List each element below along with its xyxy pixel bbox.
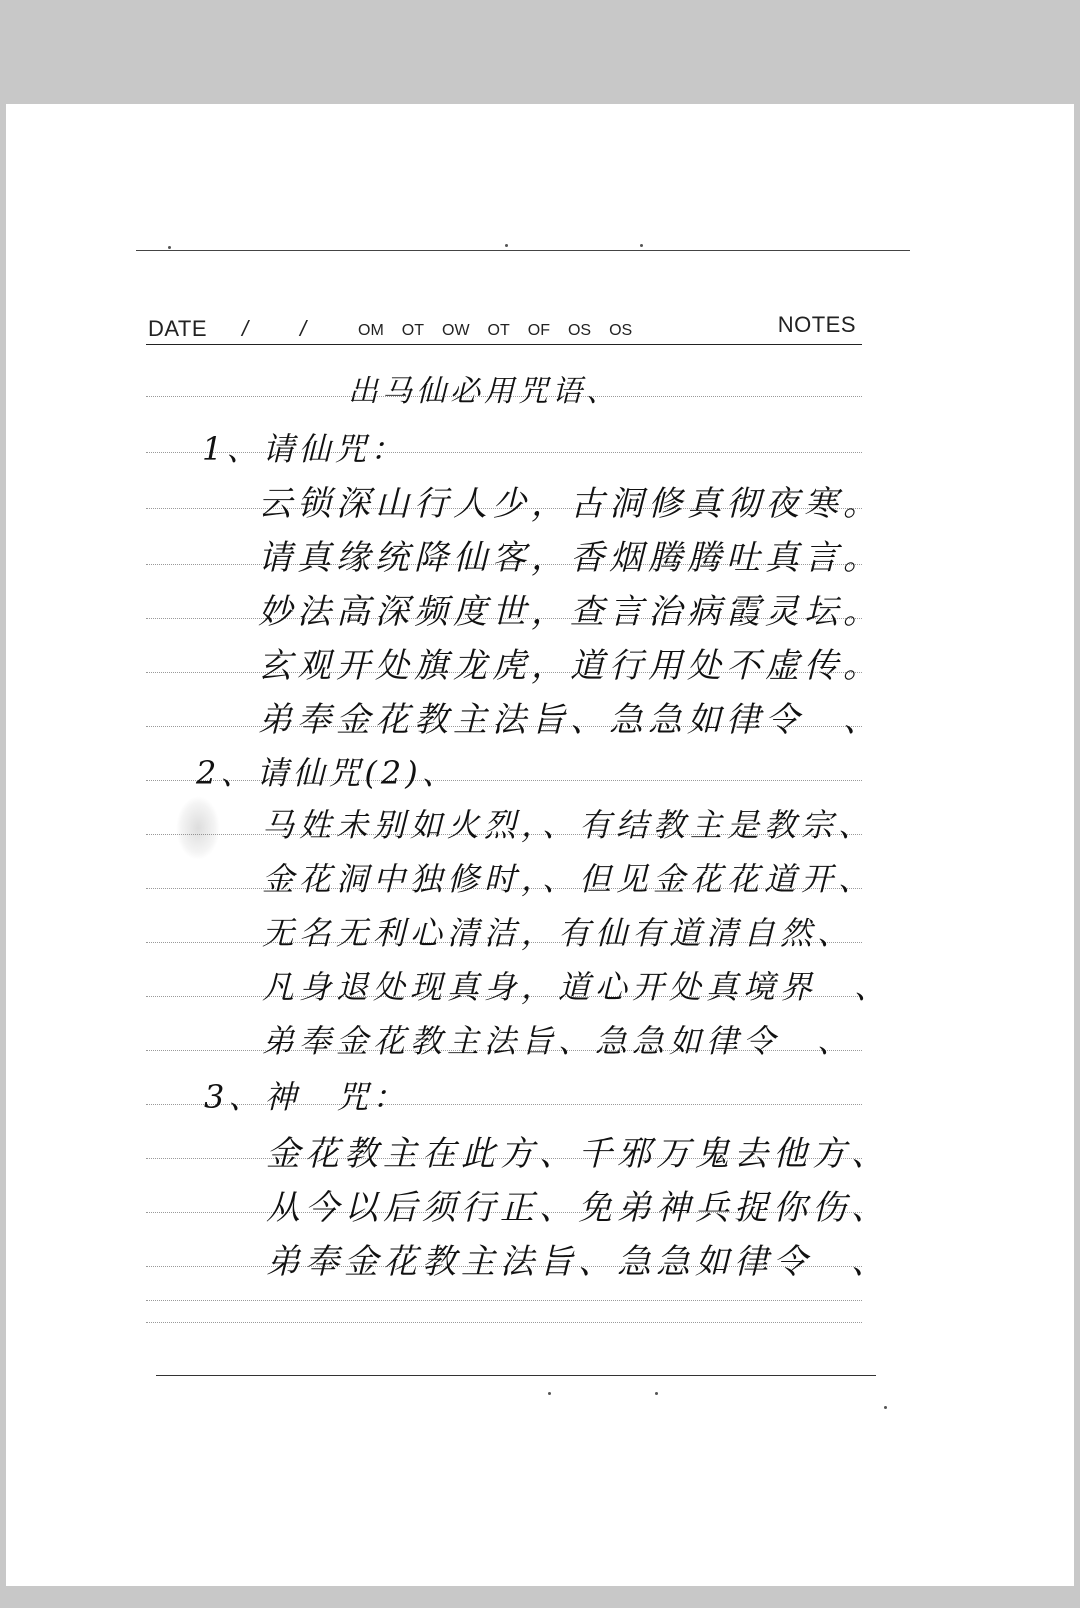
verse-line: 金花教主在此方、千邪万鬼去他方、	[266, 1134, 890, 1174]
weekday-tue: OT	[401, 322, 424, 339]
date-slash: /	[242, 316, 249, 341]
weekday-thu: OT	[487, 322, 510, 339]
verse-line: 玄观开处旗龙虎，道行用处不虚传。	[258, 646, 882, 686]
verse-line: 弟奉金花教主法旨、急急如律令 、	[262, 1022, 855, 1060]
section-heading-2: 2、请仙咒(2)、	[196, 754, 458, 792]
notes-label: NOTES	[777, 312, 856, 337]
verse-line: 云锁深山行人少，古洞修真彻夜寒。	[258, 484, 882, 524]
date-slash: /	[300, 316, 307, 341]
verse-line: 无名无利心清洁，有仙有道清自然、	[262, 914, 855, 952]
weekday-wed: OW	[442, 322, 470, 339]
weekday-mon: OM	[358, 322, 384, 339]
weekday-fri: OF	[527, 322, 550, 339]
date-label: DATE	[148, 316, 208, 341]
page-title: 出马仙必用咒语、	[348, 374, 620, 409]
verse-line: 从今以后须行正、免弟神兵捉你伤、	[266, 1188, 890, 1228]
verse-line: 马姓未别如火烈，、有结教主是教宗、	[262, 806, 876, 844]
verse-line: 弟奉金花教主法旨、急急如律令 、	[266, 1242, 890, 1282]
weekday-sat: OS	[567, 322, 592, 339]
verse-line: 金花洞中独修时，、但见金花花道开、	[262, 860, 876, 898]
weekday-sun: OS	[609, 322, 633, 339]
section-heading-1: 1、请仙咒：	[202, 430, 407, 468]
verse-line: 妙法高深频度世，查言治病霞灵坛。	[258, 592, 882, 632]
section-heading-3: 3、神 咒：	[204, 1078, 409, 1116]
verse-line: 凡身退处现真身，道心开处真境界 、	[262, 968, 892, 1006]
verse-line: 请真缘统降仙客，香烟腾腾吐真言。	[258, 538, 882, 578]
verse-line: 弟奉金花教主法旨、急急如律令 、	[258, 700, 882, 740]
